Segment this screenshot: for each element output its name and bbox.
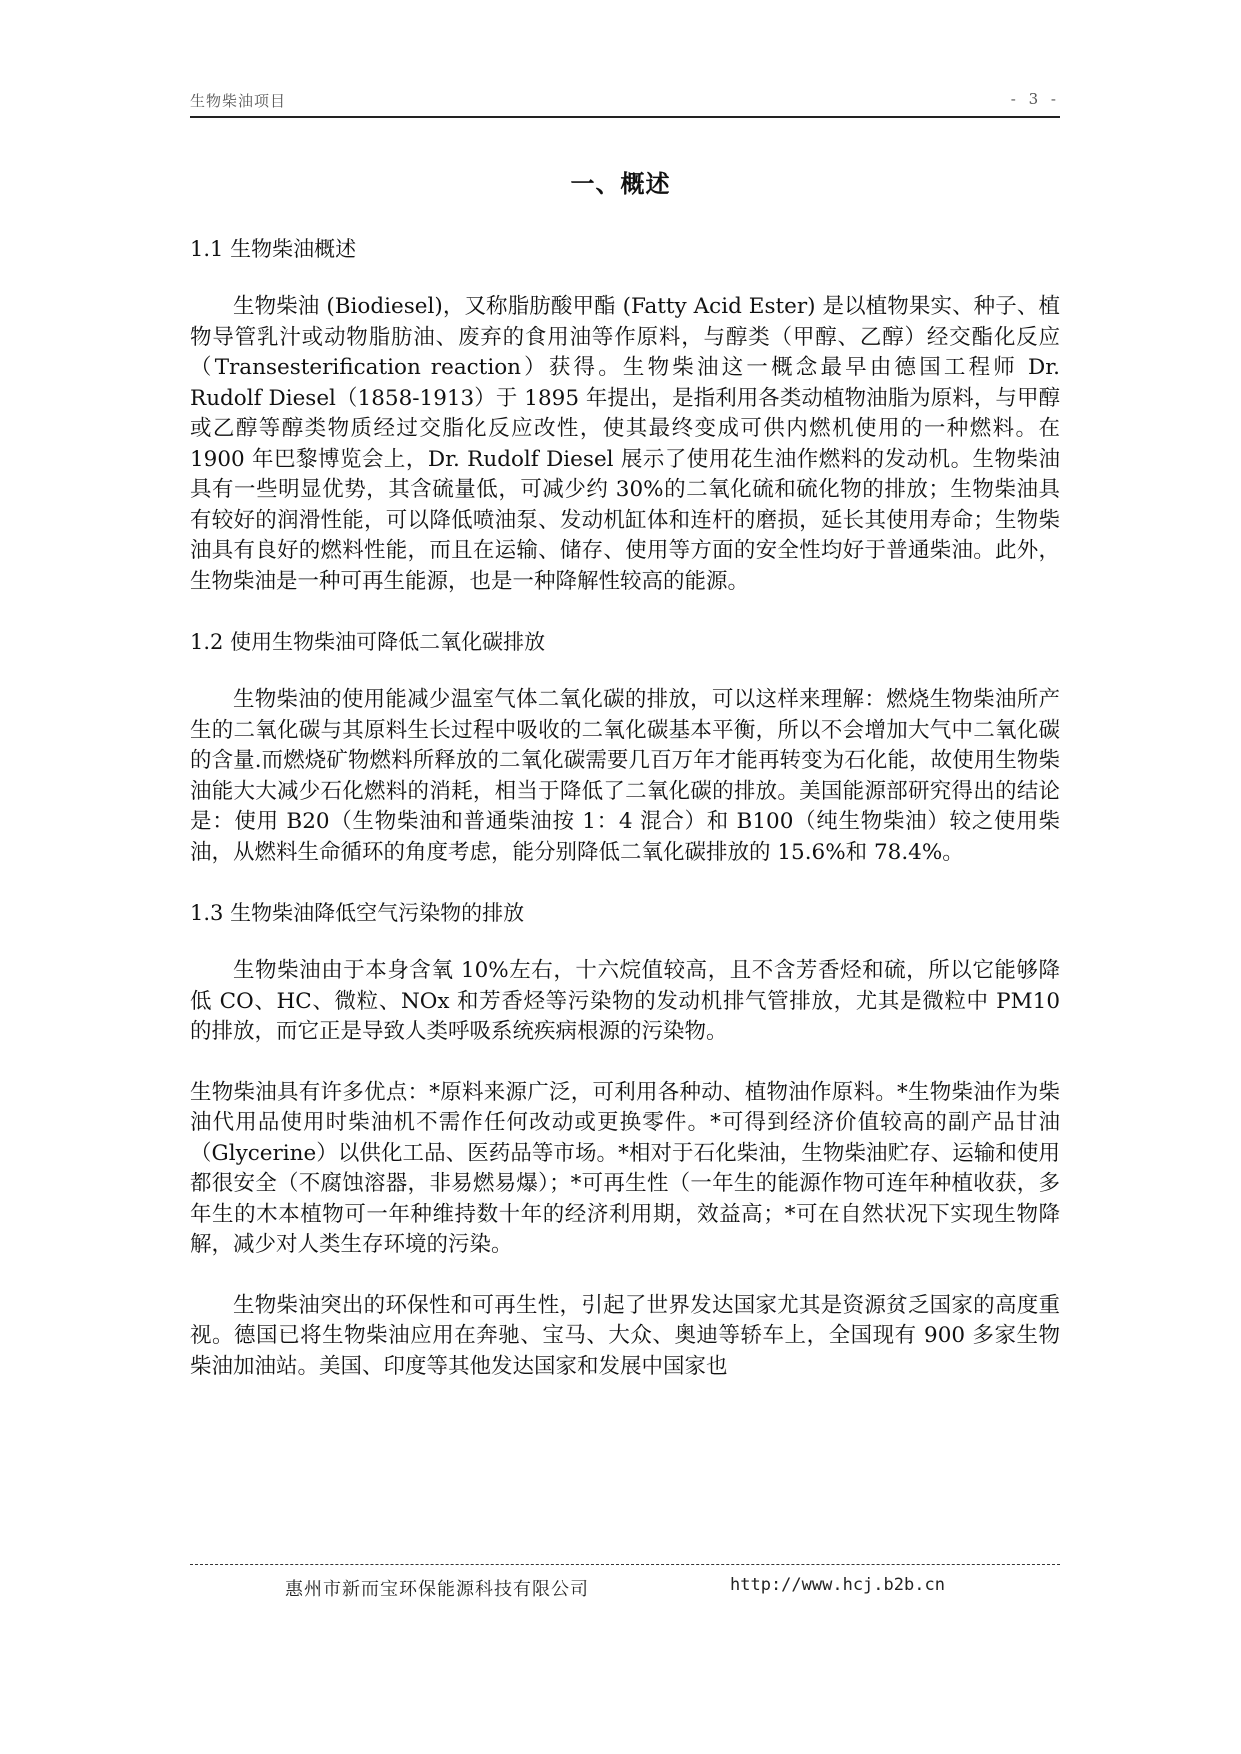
footer-website-link[interactable]: http://www.hcj.b2b.cn — [730, 1575, 945, 1595]
closing-paragraph: 生物柴油突出的环保性和可再生性，引起了世界发达国家尤其是资源贫乏国家的高度重视。德国已将生物柴油应用在奔驰、宝马、大众、奥迪等轿车上，全国现有 900 多家生物柴油加油站。美国、印度等其他发达国家和发展中国家也 — [190, 1292, 1060, 1379]
page-header — [190, 88, 1060, 118]
page-number: - 3 - — [1010, 90, 1060, 108]
advantages-paragraph: 生物柴油具有许多优点：*原料来源广泛，可利用各种动、植物油作原料。*生物柴油作为柴油代用品使用时柴油机不需作任何改动或更换零件。*可得到经济价值较高的副产品甘油（Glycerine）以供化工品、医药品等市场。*相对于石化柴油，生物柴油贮存、运输和使用都很安全（不腐蚀溶器，非易燃易爆）；*可再生性（一年生的能源作物可连年种植收获，多年生的木本植物可一年种维持数十年的经济利用期，效益高；*可在自然状况下实现生物降解，减少对人类生存环境的污染。 — [190, 1079, 1060, 1257]
header-document-title: 生物柴油项目 — [190, 92, 287, 110]
section-paragraph-1-2: 生物柴油的使用能减少温室气体二氧化碳的排放，可以这样来理解：燃烧生物柴油所产生的二氧化碳与其原料生长过程中吸收的二氧化碳基本平衡，所以不会增加大气中二氧化碳的含量.而燃烧矿物燃料所释放的二氧化碳需要几百万年才能再转变为石化能，故使用生物柴油能大大减少石化燃料的消耗，相当于降低了二氧化碳的排放。美国能源部研究得出的结论是：使用 B20（生物柴油和普通柴油按 1：4 混合）和 B100（纯生物柴油）较之使用柴油，从燃料生命循环的角度考虑，能分别降低二氧化碳排放的 15.6%和 78.4%。 — [190, 687, 1060, 865]
section-paragraph-1-3: 生物柴油由于本身含氧 10%左右，十六烷值较高，且不含芳香烃和硫，所以它能够降低 CO、HC、微粒、NOx 和芳香烃等污染物的发动机排气管排放，尤其是微粒中 PM10 的排放，而它正是导致人类呼吸系统疾病根源的污染物。 — [190, 958, 1060, 1044]
chapter-title: 一、概述 — [570, 169, 671, 198]
footer-company-name: 惠州市新而宝环保能源科技有限公司 — [285, 1579, 589, 1600]
footer-divider — [190, 1564, 1060, 1565]
section-heading-1-2: 1.2 使用生物柴油可降低二氧化碳排放 — [190, 630, 546, 654]
section-paragraph-1-1: 生物柴油 (Biodiesel)，又称脂肪酸甲酯 (Fatty Acid Ester) 是以植物果实、种子、植物导管乳汁或动物脂肪油、废弃的食用油等作原料，与醇类（甲醇、乙醇）经交酯化反应（Transesterification reaction）获得。生物柴油这一概念最早由德国工程师 Dr. Rudolf Diesel（1858-1913）于 1895 年提出，是指利用各类动植物油脂为原料，与甲醇或乙醇等醇类物质经过交脂化反应改性，使其最终变成可供内燃机使用的一种燃料。在 1900 年巴黎博览会上，Dr. Rudolf Diesel 展示了使用花生油作燃料的发动机。生物柴油具有一些明显优势，其含硫量低，可减少约 30%的二氧化硫和硫化物的排放；生物柴油具有较好的润滑性能，可以降低喷油泵、发动机缸体和连杆的磨损，延长其使用寿命；生物柴油具有良好的燃料性能，而且在运输、储存、使用等方面的安全性均好于普通柴油。此外，生物柴油是一种可再生能源，也是一种降解性较高的能源。 — [190, 294, 1060, 594]
section-heading-1-1: 1.1 生物柴油概述 — [190, 237, 357, 261]
section-heading-1-3: 1.3 生物柴油降低空气污染物的排放 — [190, 901, 525, 925]
document-body — [190, 234, 1060, 1412]
